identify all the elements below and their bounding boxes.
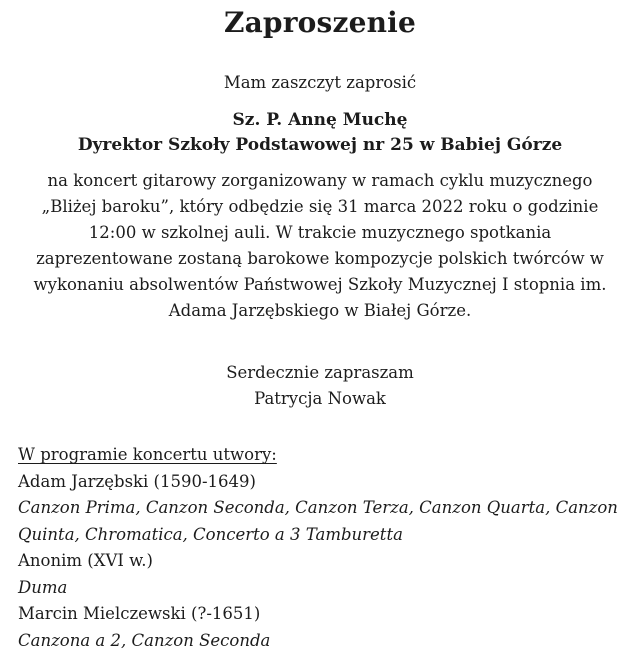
closing-line: Serdecznie zapraszam bbox=[226, 363, 414, 383]
program-item-composer: Adam Jarzębski (1590-1649) bbox=[18, 471, 256, 491]
recipient-block bbox=[18, 108, 622, 157]
recipient-role: Dyrektor Szkoły Podstawowej nr 25 w Babiej Górze bbox=[77, 134, 563, 155]
program-item-composer: Anonim (XVI w.) bbox=[18, 551, 153, 571]
document-title: Zaproszenie bbox=[223, 6, 417, 39]
program-item-composer: Marcin Mielczewski (?-1651) bbox=[18, 604, 261, 624]
program-item-pieces: Canzon Prima, Canzon Seconda, Canzon Terza, Canzon Quarta, Canzon Quinta, Chromatica, Concerto a 3 Tamburetta bbox=[18, 498, 618, 544]
program-item-pieces: Duma bbox=[18, 577, 68, 597]
closing-block bbox=[18, 360, 622, 412]
program-heading: W programie koncertu utwory: bbox=[18, 445, 277, 465]
program-section bbox=[18, 442, 622, 654]
invitation-body: na koncert gitarowy zorganizowany w ramach cyklu muzycznego „Bliżej baroku”, który odbędzie się 31 marca 2022 roku o godzinie 12:00 w szkolnej auli. W trakcie muzycznego spotkania zaprezentowane zostaną barokowe kompozycje polskich twórców w wykonaniu absolwentów Państwowej Szkoły Muzycznej I stopnia im. Adama Jarzębskiego w Białej Górze. bbox=[33, 171, 607, 321]
program-item-pieces: Canzona a 2, Canzon Seconda bbox=[18, 630, 271, 650]
intro-line: Mam zaszczyt zaprosić bbox=[223, 72, 417, 92]
recipient-name: Sz. P. Annę Muchę bbox=[232, 110, 408, 131]
signature-name: Patrycja Nowak bbox=[254, 389, 386, 409]
